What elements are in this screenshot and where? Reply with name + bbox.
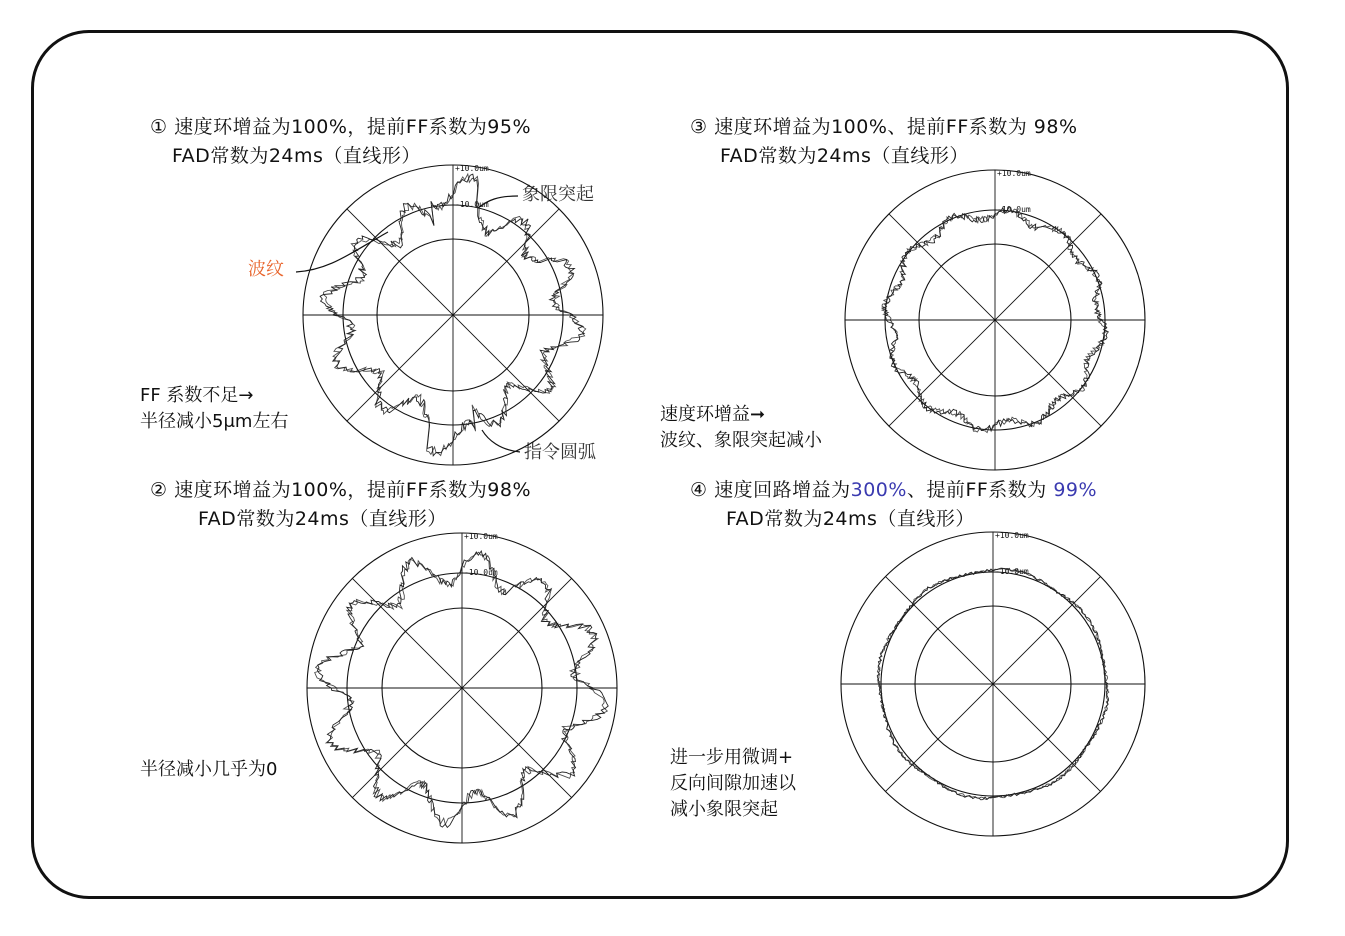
outer-scale-label: +10.0um (464, 532, 498, 541)
panel4-ff-value: 99% (1053, 479, 1098, 501)
label-ripple: 波纹 (248, 259, 284, 280)
panel4-note-line3: 减小象限突起 (670, 799, 778, 820)
panel1-title-line1: 速度环增益为100%，提前FF系数为95% (174, 116, 532, 138)
panel4-subtitle: FAD常数为24ms（直线形） (726, 508, 975, 530)
outer-scale-label: +10.0um (995, 531, 1029, 540)
inner-scale-label: -10.0um (455, 200, 489, 209)
panel2-title-line1: 速度环增益为100%，提前FF系数为98% (174, 479, 532, 501)
panel1-marker: ① (150, 116, 168, 138)
panel2-marker: ② (150, 479, 168, 501)
inner-scale-label: -10.0um (995, 567, 1029, 576)
panel3-note-line1: 速度环增益➞ (660, 404, 766, 425)
panel4-title-a: 速度回路增益为 (714, 479, 851, 501)
inner-scale-label: -10.0um (997, 205, 1031, 214)
panel3-marker: ③ (690, 116, 708, 138)
label-quadrant-bulge: 象限突起 (522, 184, 594, 205)
panel1-note-line1: FF 系数不足→ (140, 385, 254, 406)
panel3-note-line2: 波纹、象限突起减小 (660, 430, 822, 451)
panel1-subtitle: FAD常数为24ms（直线形） (172, 145, 421, 167)
panel1-note-line2: 半径减小5μm左右 (140, 411, 289, 432)
label-command-arc: 指令圆弧 (524, 442, 596, 463)
inner-scale-label: -10.0um (464, 568, 498, 577)
panel4-title-c: 、提前FF系数为 (906, 479, 1054, 501)
leader-ripple (296, 232, 388, 272)
panel3-subtitle: FAD常数为24ms（直线形） (720, 145, 969, 167)
panel3-title-line1: 速度环增益为100%、提前FF系数为 98% (714, 116, 1078, 138)
outer-scale-label: +10.0um (997, 169, 1031, 178)
outer-scale-label: +10.0um (455, 164, 489, 173)
panel4-note-line1: 进一步用微调+ (670, 747, 794, 768)
panel2-note: 半径减小几乎为0 (140, 759, 278, 780)
panel4-marker: ④ (690, 479, 708, 501)
leader-bulge (478, 196, 518, 208)
panel4-note-line2: 反向间隙加速以 (670, 773, 796, 794)
panel2-subtitle: FAD常数为24ms（直线形） (198, 508, 447, 530)
panel4-gain-value: 300% (850, 479, 907, 501)
leader-arc (482, 430, 520, 452)
